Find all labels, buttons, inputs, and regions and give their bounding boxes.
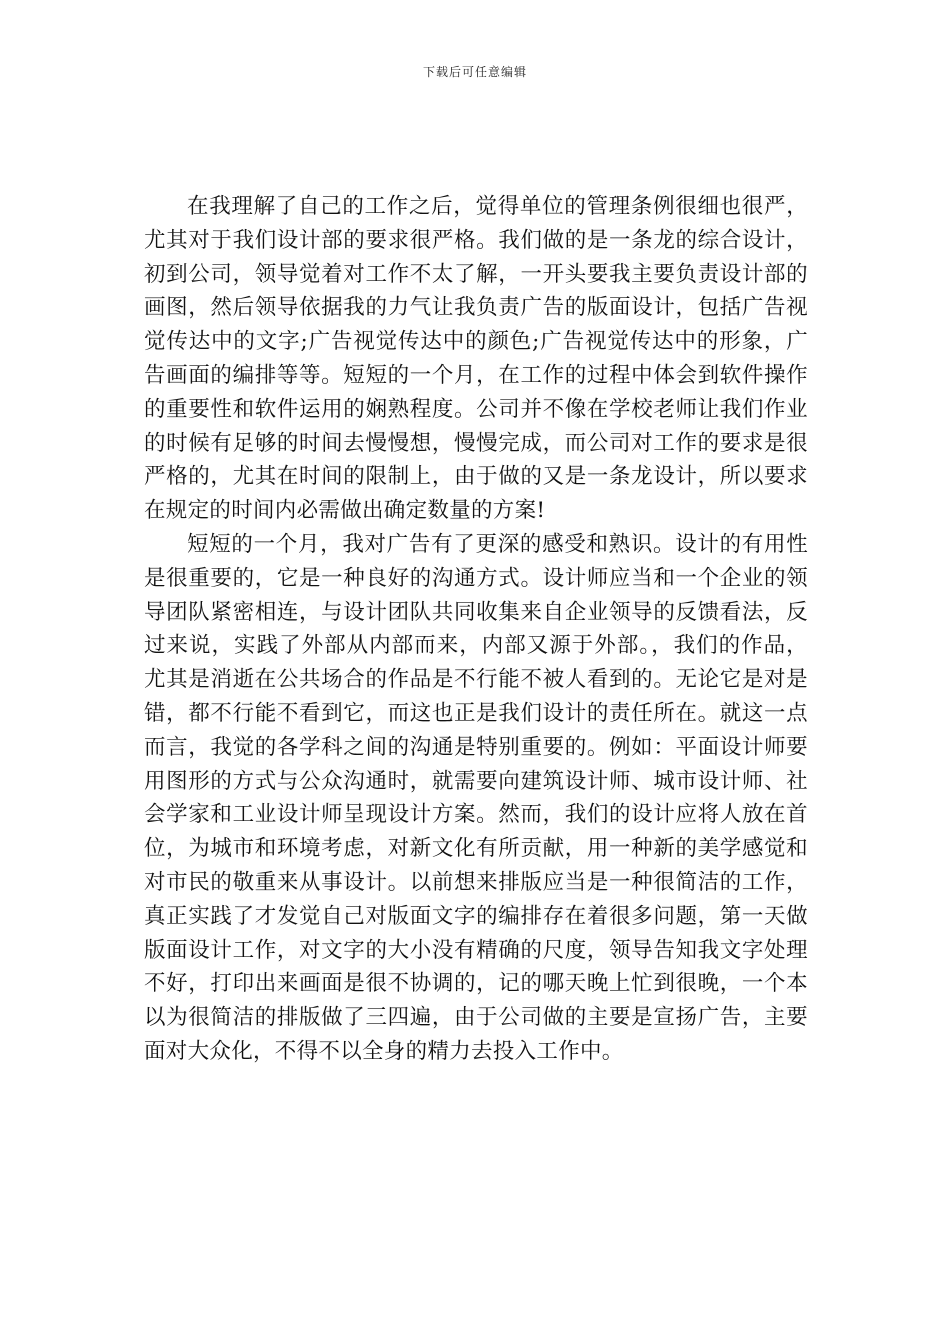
- document-body: [144, 190, 808, 1069]
- page-header: 下载后可任意编辑: [422, 65, 527, 79]
- paragraph-2: 短短的一个月，我对广告有了更深的感受和熟识。设计的有用性是很重要的，它是一种良好的沟通方式。设计师应当和一个企业的领导团队紧密相连，与设计团队共同收集来自企业领导的反馈看法，反过来说，实践了外部从内部而来，内部又源于外部。，我们的作品，尤其是消逝在公共场合的作品是不行能不被人看到的。无论它是对是错，都不行能不看到它，而这也正是我们设计的责任所在。就这一点而言，我觉的各学科之间的沟通是特别重要的。例如：平面设计师要用图形的方式与公众沟通时，就需要向建筑设计师、城市设计师、社会学家和工业设计师呈现设计方案。然而，我们的设计应将人放在首位，为城市和环境考虑，对新文化有所贡献，用一种新的美学感觉和对市民的敬重来从事设计。以前想来排版应当是一种很简洁的工作，真正实践了才发觉自己对版面文字的编排存在着很多问题，第一天做版面设计工作，对文字的大小没有精确的尺度，领导告知我文字处理不好，打印出来画面是很不协调的，记的哪天晚上忙到很晚，一个本以为很简洁的排版做了三四遍，由于公司做的主要是宣扬广告，主要面对大众化，不得不以全身的精力去投入工作中。: [144, 531, 808, 1064]
- paragraph-1: 在我理解了自己的工作之后，觉得单位的管理条例很细也很严，尤其对于我们设计部的要求很严格。我们做的是一条龙的综合设计，初到公司，领导觉着对工作不太了解，一开头要我主要负责设计部的画图，然后领导依据我的力气让我负责广告的版面设计，包括广告视觉传达中的文字;广告视觉传达中的颜色;广告视觉传达中的形象，广告画面的编排等等。短短的一个月，在工作的过程中体会到软件操作的重要性和软件运用的娴熟程度。公司并不像在学校老师让我们作业的时候有足够的时间去慢慢想，慢慢完成，而公司对工作的要求是很严格的，尤其在时间的限制上，由于做的又是一条龙设计，所以要求在规定的时间内必需做出确定数量的方案!: [144, 194, 808, 524]
